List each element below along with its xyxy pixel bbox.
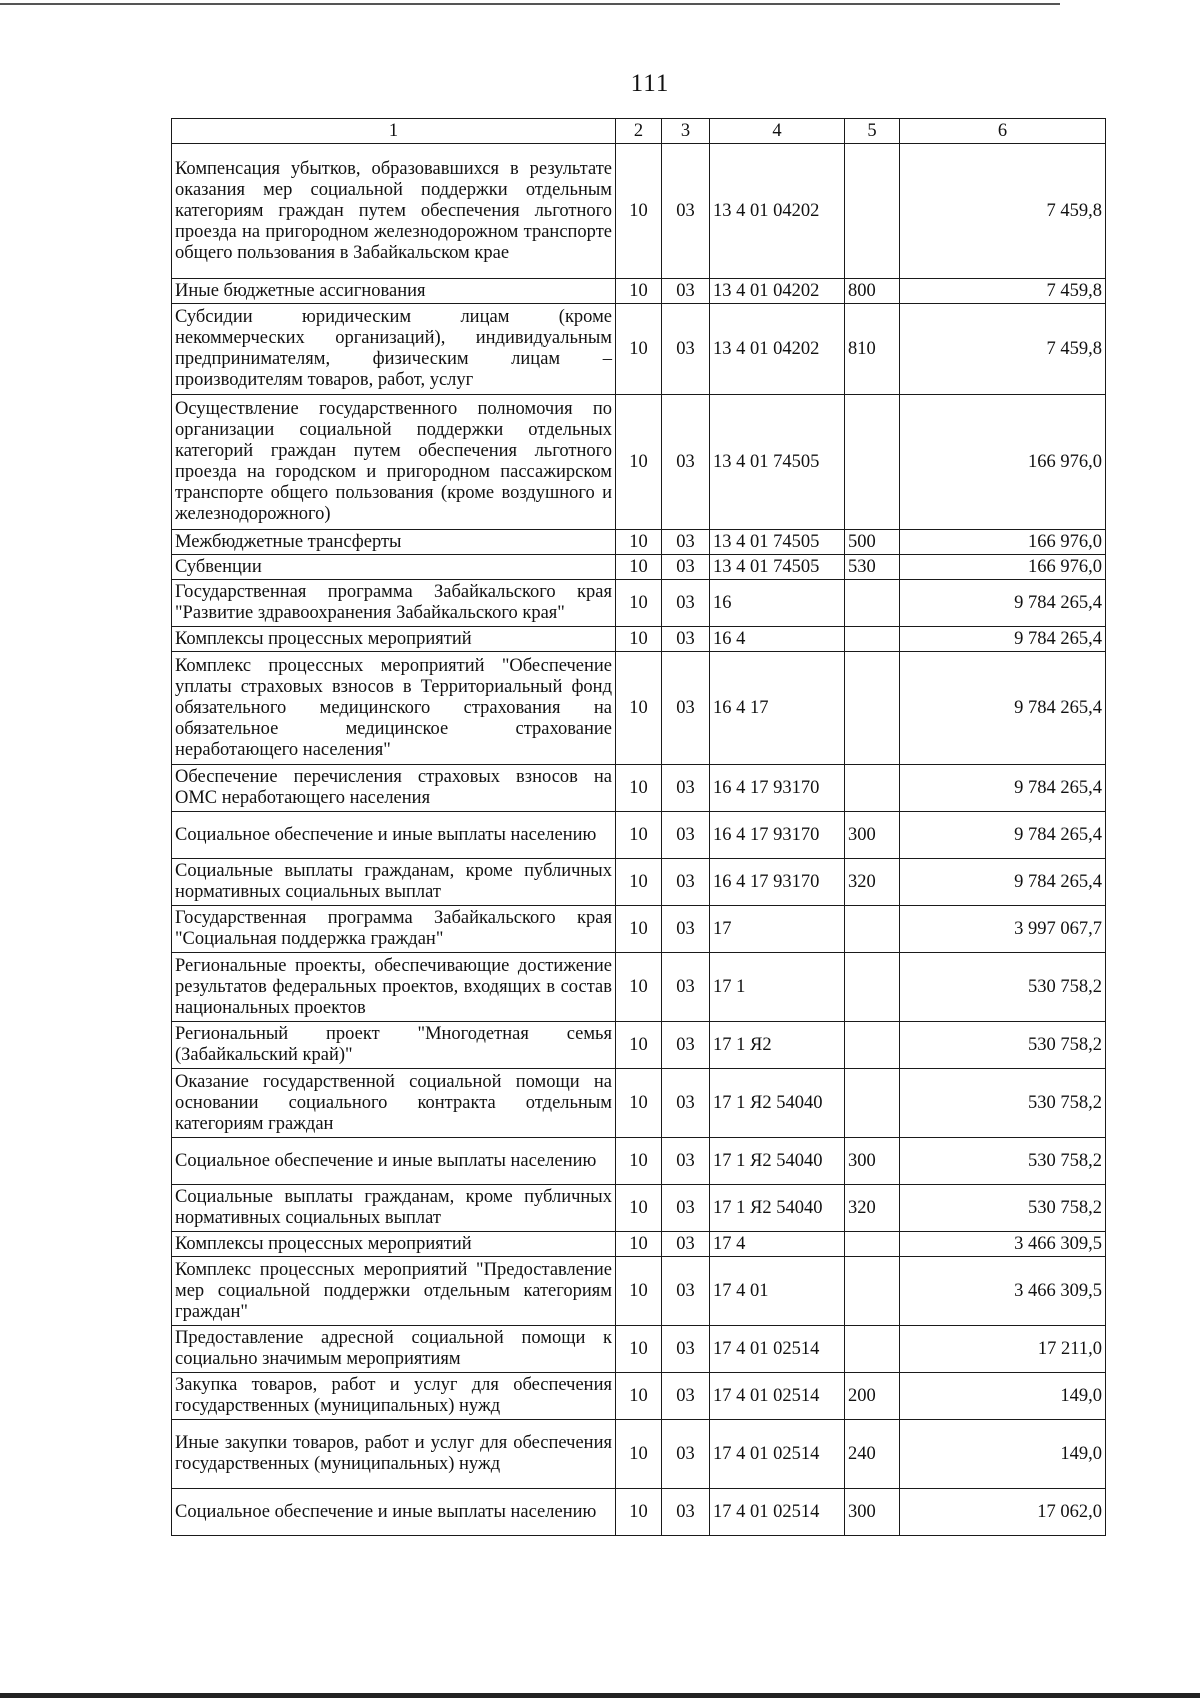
row-name: Иные бюджетные ассигнования <box>172 279 616 304</box>
row-section: 10 <box>616 304 662 395</box>
table-row <box>172 652 1106 765</box>
row-amount: 7 459,8 <box>900 304 1106 395</box>
row-section: 10 <box>616 859 662 906</box>
column-header: 4 <box>710 119 845 144</box>
row-section: 10 <box>616 652 662 765</box>
table-row <box>172 144 1106 279</box>
row-section: 10 <box>616 1069 662 1138</box>
row-target-article: 16 4 17 <box>710 652 845 765</box>
row-name: Комплекс процессных мероприятий "Предоставление мер социальной поддержки отдельным категориям граждан" <box>172 1257 616 1326</box>
row-subsection: 03 <box>662 652 710 765</box>
row-subsection: 03 <box>662 304 710 395</box>
row-subsection: 03 <box>662 859 710 906</box>
row-section: 10 <box>616 812 662 859</box>
row-expense-type <box>845 1257 900 1326</box>
row-target-article: 16 4 17 93170 <box>710 765 845 812</box>
row-target-article: 17 4 <box>710 1232 845 1257</box>
row-name: Комплекс процессных мероприятий "Обеспечение уплаты страховых взносов в Территориальный фонд обязательного медицинского страхования на обязательное медицинское страхование неработающего населения" <box>172 652 616 765</box>
row-subsection: 03 <box>662 1420 710 1489</box>
table-row <box>172 953 1106 1022</box>
row-name: Социальное обеспечение и иные выплаты населению <box>172 812 616 859</box>
row-name: Межбюджетные трансферты <box>172 530 616 555</box>
row-expense-type: 300 <box>845 1489 900 1536</box>
row-target-article: 17 <box>710 906 845 953</box>
row-name: Обеспечение перечисления страховых взносов на ОМС неработающего населения <box>172 765 616 812</box>
row-name: Субвенции <box>172 555 616 580</box>
column-header: 1 <box>172 119 616 144</box>
row-target-article: 17 1 <box>710 953 845 1022</box>
row-amount: 166 976,0 <box>900 555 1106 580</box>
row-expense-type: 500 <box>845 530 900 555</box>
row-amount: 3 466 309,5 <box>900 1232 1106 1257</box>
row-name: Государственная программа Забайкальского края "Развитие здравоохранения Забайкальского края" <box>172 580 616 627</box>
row-amount: 3 997 067,7 <box>900 906 1106 953</box>
scan-top-rule <box>0 3 1060 5</box>
row-target-article: 13 4 01 74505 <box>710 395 845 530</box>
table-row <box>172 1257 1106 1326</box>
row-subsection: 03 <box>662 1069 710 1138</box>
row-amount: 17 062,0 <box>900 1489 1106 1536</box>
table-row <box>172 1420 1106 1489</box>
row-section: 10 <box>616 1138 662 1185</box>
row-subsection: 03 <box>662 1232 710 1257</box>
table-row <box>172 765 1106 812</box>
row-expense-type: 530 <box>845 555 900 580</box>
row-section: 10 <box>616 279 662 304</box>
table-row <box>172 555 1106 580</box>
row-section: 10 <box>616 1326 662 1373</box>
row-name: Социальные выплаты гражданам, кроме публичных нормативных социальных выплат <box>172 1185 616 1232</box>
row-subsection: 03 <box>662 395 710 530</box>
table-row <box>172 859 1106 906</box>
row-name: Оказание государственной социальной помощи на основании социального контракта отдельным категориям граждан <box>172 1069 616 1138</box>
row-amount: 530 758,2 <box>900 1185 1106 1232</box>
row-expense-type: 320 <box>845 859 900 906</box>
row-subsection: 03 <box>662 1373 710 1420</box>
row-section: 10 <box>616 953 662 1022</box>
row-subsection: 03 <box>662 1326 710 1373</box>
row-amount: 166 976,0 <box>900 395 1106 530</box>
row-subsection: 03 <box>662 627 710 652</box>
row-section: 10 <box>616 1185 662 1232</box>
row-amount: 530 758,2 <box>900 953 1106 1022</box>
row-section: 10 <box>616 580 662 627</box>
row-target-article: 17 4 01 02514 <box>710 1420 845 1489</box>
row-amount: 9 784 265,4 <box>900 652 1106 765</box>
row-expense-type <box>845 1069 900 1138</box>
row-subsection: 03 <box>662 1489 710 1536</box>
row-expense-type <box>845 906 900 953</box>
row-section: 10 <box>616 1232 662 1257</box>
table-row <box>172 304 1106 395</box>
row-subsection: 03 <box>662 1138 710 1185</box>
row-expense-type: 300 <box>845 812 900 859</box>
row-expense-type <box>845 395 900 530</box>
row-expense-type: 320 <box>845 1185 900 1232</box>
row-amount: 7 459,8 <box>900 144 1106 279</box>
table-row <box>172 279 1106 304</box>
row-target-article: 16 4 <box>710 627 845 652</box>
table-row <box>172 812 1106 859</box>
row-amount: 9 784 265,4 <box>900 627 1106 652</box>
row-name: Субсидии юридическим лицам (кроме некоммерческих организаций), индивидуальным предпринимателям, физическим лицам – производителям товаров, работ, услуг <box>172 304 616 395</box>
row-target-article: 16 <box>710 580 845 627</box>
table-row <box>172 627 1106 652</box>
row-section: 10 <box>616 1257 662 1326</box>
row-section: 10 <box>616 765 662 812</box>
row-section: 10 <box>616 1373 662 1420</box>
row-name: Компенсация убытков, образовавшихся в результате оказания мер социальной поддержки отдельным категориям граждан путем обеспечения льготного проезда на пригородном железнодорожном транспорте общего пользования в Забайкальском крае <box>172 144 616 279</box>
row-section: 10 <box>616 530 662 555</box>
row-target-article: 17 1 Я2 <box>710 1022 845 1069</box>
row-subsection: 03 <box>662 580 710 627</box>
header-row <box>172 119 1106 144</box>
table-row <box>172 1489 1106 1536</box>
row-name: Социальное обеспечение и иные выплаты населению <box>172 1138 616 1185</box>
row-section: 10 <box>616 906 662 953</box>
row-expense-type <box>845 1326 900 1373</box>
row-section: 10 <box>616 1489 662 1536</box>
row-target-article: 17 1 Я2 54040 <box>710 1138 845 1185</box>
row-subsection: 03 <box>662 1022 710 1069</box>
page-number: 111 <box>630 70 670 97</box>
column-header: 3 <box>662 119 710 144</box>
row-subsection: 03 <box>662 279 710 304</box>
row-subsection: 03 <box>662 555 710 580</box>
row-amount: 530 758,2 <box>900 1022 1106 1069</box>
row-name: Комплексы процессных мероприятий <box>172 627 616 652</box>
table-row <box>172 580 1106 627</box>
row-section: 10 <box>616 395 662 530</box>
row-expense-type: 240 <box>845 1420 900 1489</box>
row-expense-type <box>845 627 900 652</box>
table-row <box>172 1232 1106 1257</box>
row-amount: 3 466 309,5 <box>900 1257 1106 1326</box>
table-row <box>172 1326 1106 1373</box>
row-target-article: 13 4 01 04202 <box>710 279 845 304</box>
row-subsection: 03 <box>662 906 710 953</box>
row-target-article: 13 4 01 74505 <box>710 530 845 555</box>
row-section: 10 <box>616 555 662 580</box>
row-name: Закупка товаров, работ и услуг для обеспечения государственных (муниципальных) нужд <box>172 1373 616 1420</box>
table-row <box>172 1373 1106 1420</box>
row-expense-type <box>845 1022 900 1069</box>
row-name: Предоставление адресной социальной помощи к социально значимым мероприятиям <box>172 1326 616 1373</box>
table-row <box>172 395 1106 530</box>
row-subsection: 03 <box>662 765 710 812</box>
row-name: Региональные проекты, обеспечивающие достижение результатов федеральных проектов, входящих в состав национальных проектов <box>172 953 616 1022</box>
row-target-article: 13 4 01 04202 <box>710 304 845 395</box>
row-section: 10 <box>616 627 662 652</box>
table-row <box>172 1138 1106 1185</box>
row-target-article: 17 4 01 <box>710 1257 845 1326</box>
row-name: Социальные выплаты гражданам, кроме публичных нормативных социальных выплат <box>172 859 616 906</box>
table-row <box>172 1185 1106 1232</box>
row-subsection: 03 <box>662 1185 710 1232</box>
column-header: 2 <box>616 119 662 144</box>
table-row <box>172 906 1106 953</box>
row-subsection: 03 <box>662 144 710 279</box>
row-target-article: 17 4 01 02514 <box>710 1489 845 1536</box>
row-expense-type: 200 <box>845 1373 900 1420</box>
row-expense-type <box>845 765 900 812</box>
row-target-article: 13 4 01 04202 <box>710 144 845 279</box>
row-name: Комплексы процессных мероприятий <box>172 1232 616 1257</box>
row-expense-type <box>845 580 900 627</box>
table-row <box>172 1022 1106 1069</box>
row-name: Региональный проект "Многодетная семья (Забайкальский край)" <box>172 1022 616 1069</box>
row-name: Осуществление государственного полномочия по организации социальной поддержки отдельных категорий граждан путем обеспечения льготного проезда на городском и пригородном пассажирском транспорте общего пользования (кроме воздушного и железнодорожного) <box>172 395 616 530</box>
row-target-article: 17 4 01 02514 <box>710 1326 845 1373</box>
row-amount: 530 758,2 <box>900 1069 1106 1138</box>
row-target-article: 16 4 17 93170 <box>710 812 845 859</box>
row-section: 10 <box>616 1420 662 1489</box>
row-amount: 9 784 265,4 <box>900 765 1106 812</box>
row-expense-type <box>845 144 900 279</box>
row-amount: 9 784 265,4 <box>900 580 1106 627</box>
row-amount: 9 784 265,4 <box>900 812 1106 859</box>
row-amount: 9 784 265,4 <box>900 859 1106 906</box>
row-expense-type: 810 <box>845 304 900 395</box>
row-amount: 166 976,0 <box>900 530 1106 555</box>
row-expense-type <box>845 953 900 1022</box>
column-header: 6 <box>900 119 1106 144</box>
row-target-article: 13 4 01 74505 <box>710 555 845 580</box>
row-amount: 17 211,0 <box>900 1326 1106 1373</box>
row-target-article: 17 4 01 02514 <box>710 1373 845 1420</box>
row-amount: 149,0 <box>900 1420 1106 1489</box>
row-expense-type: 300 <box>845 1138 900 1185</box>
column-header: 5 <box>845 119 900 144</box>
row-amount: 149,0 <box>900 1373 1106 1420</box>
table-row <box>172 530 1106 555</box>
row-subsection: 03 <box>662 953 710 1022</box>
scan-bottom-rule <box>0 1693 1200 1698</box>
row-name: Социальное обеспечение и иные выплаты населению <box>172 1489 616 1536</box>
table-row <box>172 1069 1106 1138</box>
row-amount: 530 758,2 <box>900 1138 1106 1185</box>
budget-table <box>171 118 1106 1536</box>
row-target-article: 16 4 17 93170 <box>710 859 845 906</box>
row-expense-type: 800 <box>845 279 900 304</box>
row-expense-type <box>845 652 900 765</box>
row-name: Иные закупки товаров, работ и услуг для обеспечения государственных (муниципальных) нужд <box>172 1420 616 1489</box>
row-amount: 7 459,8 <box>900 279 1106 304</box>
row-target-article: 17 1 Я2 54040 <box>710 1185 845 1232</box>
row-subsection: 03 <box>662 530 710 555</box>
row-section: 10 <box>616 144 662 279</box>
row-target-article: 17 1 Я2 54040 <box>710 1069 845 1138</box>
row-expense-type <box>845 1232 900 1257</box>
row-subsection: 03 <box>662 812 710 859</box>
row-name: Государственная программа Забайкальского края "Социальная поддержка граждан" <box>172 906 616 953</box>
row-section: 10 <box>616 1022 662 1069</box>
row-subsection: 03 <box>662 1257 710 1326</box>
